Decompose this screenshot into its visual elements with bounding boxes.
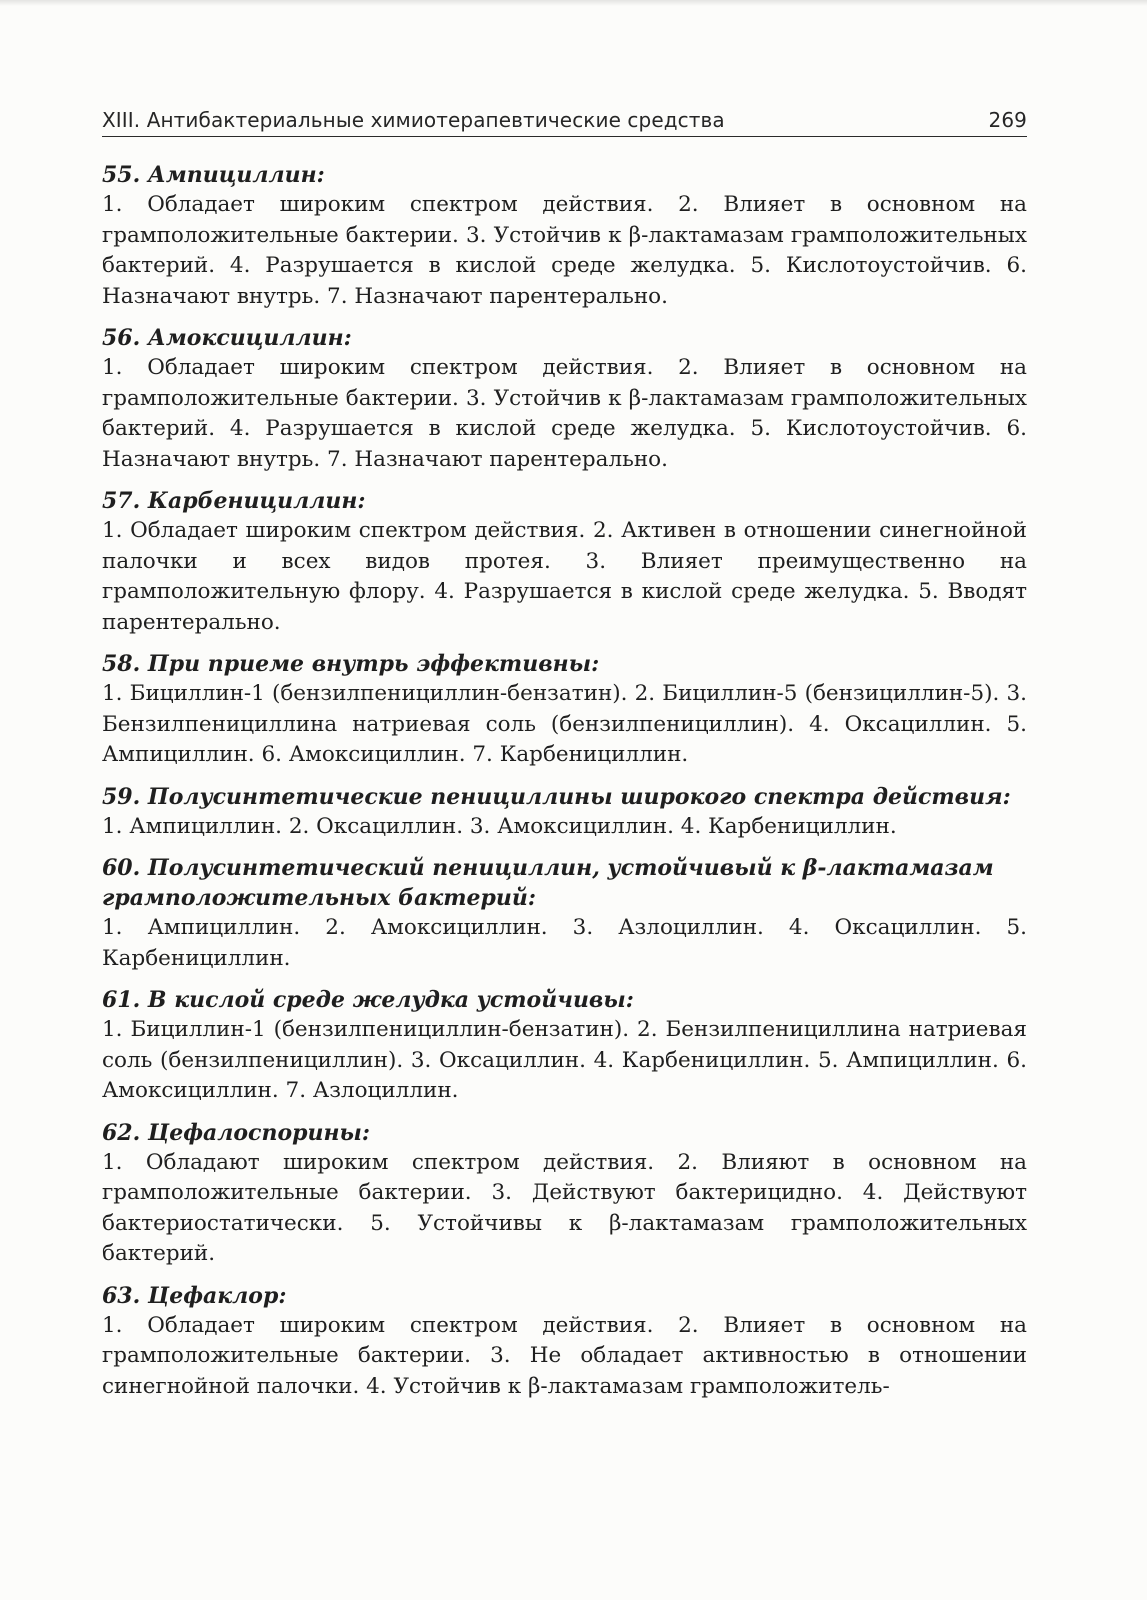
- question-options: 1. Бициллин-1 (бензилпенициллин-бензатин). 2. Бензилпенициллина натриевая соль (бензилпенициллин). 3. Оксациллин. 4. Карбенициллин. 5. Ампициллин. 6. Амоксициллин. 7. Азлоциллин.: [102, 1017, 1027, 1103]
- question-60: [102, 853, 1027, 974]
- question-61: [102, 985, 1027, 1107]
- question-58: [102, 649, 1027, 771]
- questions-list: [102, 160, 1027, 1413]
- question-options: 1. Ампициллин. 2. Амоксициллин. 3. Азлоциллин. 4. Оксациллин. 5. Карбенициллин.: [102, 915, 1027, 971]
- question-options: 1. Обладают широким спектром действия. 2. Влияют в основном на грамположительные бактерии. 3. Действуют бактерицидно. 4. Действуют бактериостатически. 5. Устойчивы к β-лактамазам грамположительных бактерий.: [102, 1149, 1027, 1266]
- question-title: 57. Карбенициллин:: [102, 488, 366, 514]
- question-title: 55. Ампициллин:: [102, 162, 325, 188]
- question-title: 58. При приеме внутрь эффективны:: [102, 651, 600, 677]
- question-title: 62. Цефалоспорины:: [102, 1119, 371, 1146]
- header-rule: [102, 136, 1027, 137]
- question-63: [102, 1281, 1027, 1403]
- question-title: 61. В кислой среде желудка устойчивы:: [102, 987, 634, 1013]
- question-options: 1. Ампициллин. 2. Оксациллин. 3. Амоксициллин. 4. Карбенициллин.: [102, 813, 897, 839]
- page-top-edge: [0, 0, 1147, 6]
- question-62: [102, 1118, 1027, 1270]
- question-56: [102, 323, 1027, 475]
- question-57: [102, 486, 1027, 638]
- question-55: [102, 160, 1027, 312]
- question-options: 1. Обладает широким спектром действия. 2. Влияет в основном на грамположительные бактерии. 3. Не обладает активностью в отношении синегнойной палочки. 4. Устойчив к β-лактамазам грамположитель-: [102, 1312, 1027, 1399]
- question-options: 1. Обладает широким спектром действия. 2. Влияет в основном на грамположительные бактерии. 3. Устойчив к β-лактамазам грамположительных бактерий. 4. Разрушается в кислой среде желудка. 5. Кислотоустойчив. 6. Назначают внутрь. 7. Назначают парентерально.: [102, 192, 1027, 309]
- question-59: [102, 782, 1027, 843]
- question-title: 60. Полусинтетический пенициллин, устойчивый к β-лактамазам грамположительных бактерий:: [102, 855, 994, 911]
- page-number: 269: [988, 108, 1027, 132]
- question-title: 56. Амоксициллин:: [102, 325, 352, 351]
- page-header: [102, 96, 1027, 132]
- question-options: 1. Бициллин-1 (бензилпенициллин-бензатин). 2. Бициллин-5 (бензициллин-5). 3. Бензилпенициллина натриевая соль (бензилпенициллин). 4. Оксациллин. 5. Ампициллин. 6. Амоксициллин. 7. Карбенициллин.: [102, 681, 1027, 767]
- question-options: 1. Обладает широким спектром действия. 2. Влияет в основном на грамположительные бактерии. 3. Устойчив к β-лактамазам грамположительных бактерий. 4. Разрушается в кислой среде желудка. 5. Кислотоустойчив. 6. Назначают внутрь. 7. Назначают парентерально.: [102, 355, 1027, 472]
- question-title: 59. Полусинтетические пенициллины широкого спектра действия:: [102, 783, 1011, 810]
- question-options: 1. Обладает широким спектром действия. 2. Активен в отношении синегнойной палочки и всех видов протея. 3. Влияет преимущественно на грамположительную флору. 4. Разрушается в кислой среде желудка. 5. Вводят парентерально.: [102, 518, 1027, 635]
- question-title: 63. Цефаклор:: [102, 1282, 287, 1309]
- running-title: XIII. Антибактериальные химиотерапевтические средства: [102, 108, 725, 132]
